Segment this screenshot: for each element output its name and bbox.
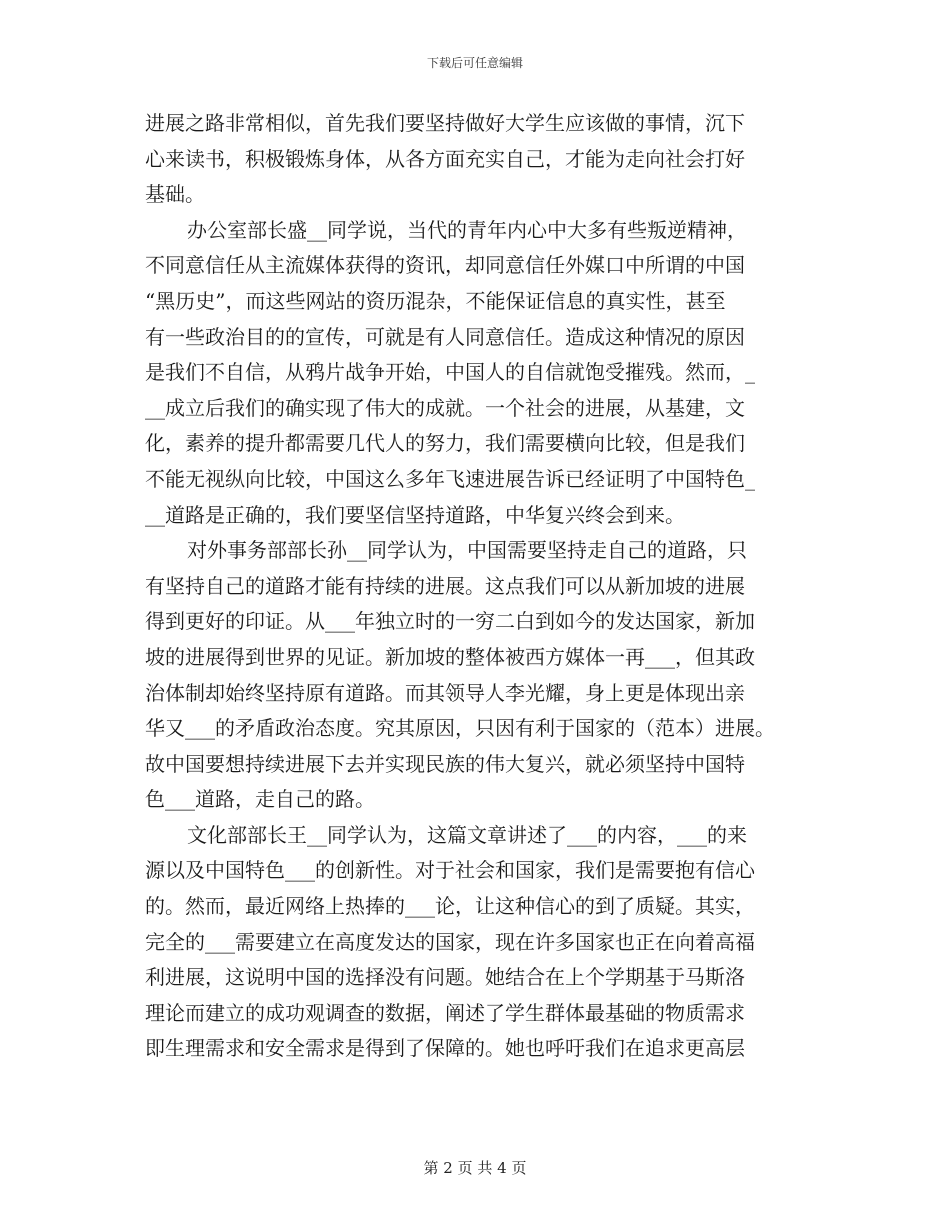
document-body xyxy=(145,106,845,1067)
text-line: 治体制却始终坚持原有道路。而其领导人李光耀，身上更是体现出亲 xyxy=(145,680,745,705)
text-line: 不同意信任从主流媒体获得的资讯，却同意信任外媒口中所谓的中国 xyxy=(145,253,745,278)
text-line: 化，素养的提升都需要几代人的努力，我们需要横向比较，但是我们 xyxy=(145,431,745,456)
text-line: __道路是正确的，我们要坚信坚持道路，中华复兴终会到来。 xyxy=(145,502,685,527)
text-line: 利进展，这说明中国的选择没有问题。她结合在上个学期基于马斯洛 xyxy=(145,965,745,990)
text-line: 的。然而，最近网络上热捧的___论，让这种信心的到了质疑。其实， xyxy=(145,894,755,919)
text-line: 色___道路，走自己的路。 xyxy=(145,787,375,812)
text-line: “黑历史”，而这些网站的资历混杂，不能保证信息的真实性，甚至 xyxy=(145,288,726,313)
text-line: 进展之路非常相似，首先我们要坚持做好大学生应该做的事情，沉下 xyxy=(145,111,745,135)
text-line: 文化部部长王__同学认为，这篇文章讲述了___的内容，___的来 xyxy=(187,822,747,847)
text-line: 坡的进展得到世界的见证。新加坡的整体被西方媒体一再___，但其政 xyxy=(145,644,755,669)
text-line: 完全的___需要建立在高度发达的国家，现在许多国家也正在向着高福 xyxy=(145,929,755,954)
text-line: 基础。 xyxy=(145,182,205,207)
text-line: 华又___的矛盾政治态度。究其原因，只因有利于国家的（范本）进展。 xyxy=(145,716,775,741)
text-line: 对外事务部部长孙__同学认为，中国需要坚持走自己的道路，只 xyxy=(187,538,747,563)
text-line: 办公室部长盛__同学说，当代的青年内心中大多有些叛逆精神， xyxy=(187,217,747,242)
text-line: 有坚持自己的道路才能有持续的进展。这点我们可以从新加坡的进展 xyxy=(145,573,745,598)
page-header: 下载后可任意编辑 xyxy=(426,56,523,70)
text-line: __成立后我们的确实现了伟大的成就。一个社会的进展，从基建，文 xyxy=(145,395,745,420)
text-line: 理论而建立的成功观调查的数据，阐述了学生群体最基础的物质需求 xyxy=(145,1000,745,1025)
text-line: 故中国要想持续进展下去并实现民族的伟大复兴，就必须坚持中国特 xyxy=(145,751,745,776)
text-line: 不能无视纵向比较，中国这么多年飞速进展告诉已经证明了中国特色_ xyxy=(145,466,755,491)
text-line: 源以及中国特色___的创新性。对于社会和国家，我们是需要抱有信心 xyxy=(145,858,755,883)
text-line: 是我们不自信，从鸦片战争开始，中国人的自信就饱受摧残。然而，_ xyxy=(145,360,755,385)
text-line: 得到更好的印证。从___年独立时的一穷二白到如今的发达国家，新加 xyxy=(145,609,755,634)
text-line: 有一些政治目的的宣传，可就是有人同意信任。造成这种情况的原因 xyxy=(145,324,745,349)
text-line: 心来读书，积极锻炼身体，从各方面充实自己，才能为走向社会打好 xyxy=(145,146,745,171)
text-line: 即生理需求和安全需求是得到了保障的。她也呼吁我们在追求更高层 xyxy=(145,1036,745,1061)
page-footer: 第 2 页 共 4 页 xyxy=(423,1159,527,1177)
